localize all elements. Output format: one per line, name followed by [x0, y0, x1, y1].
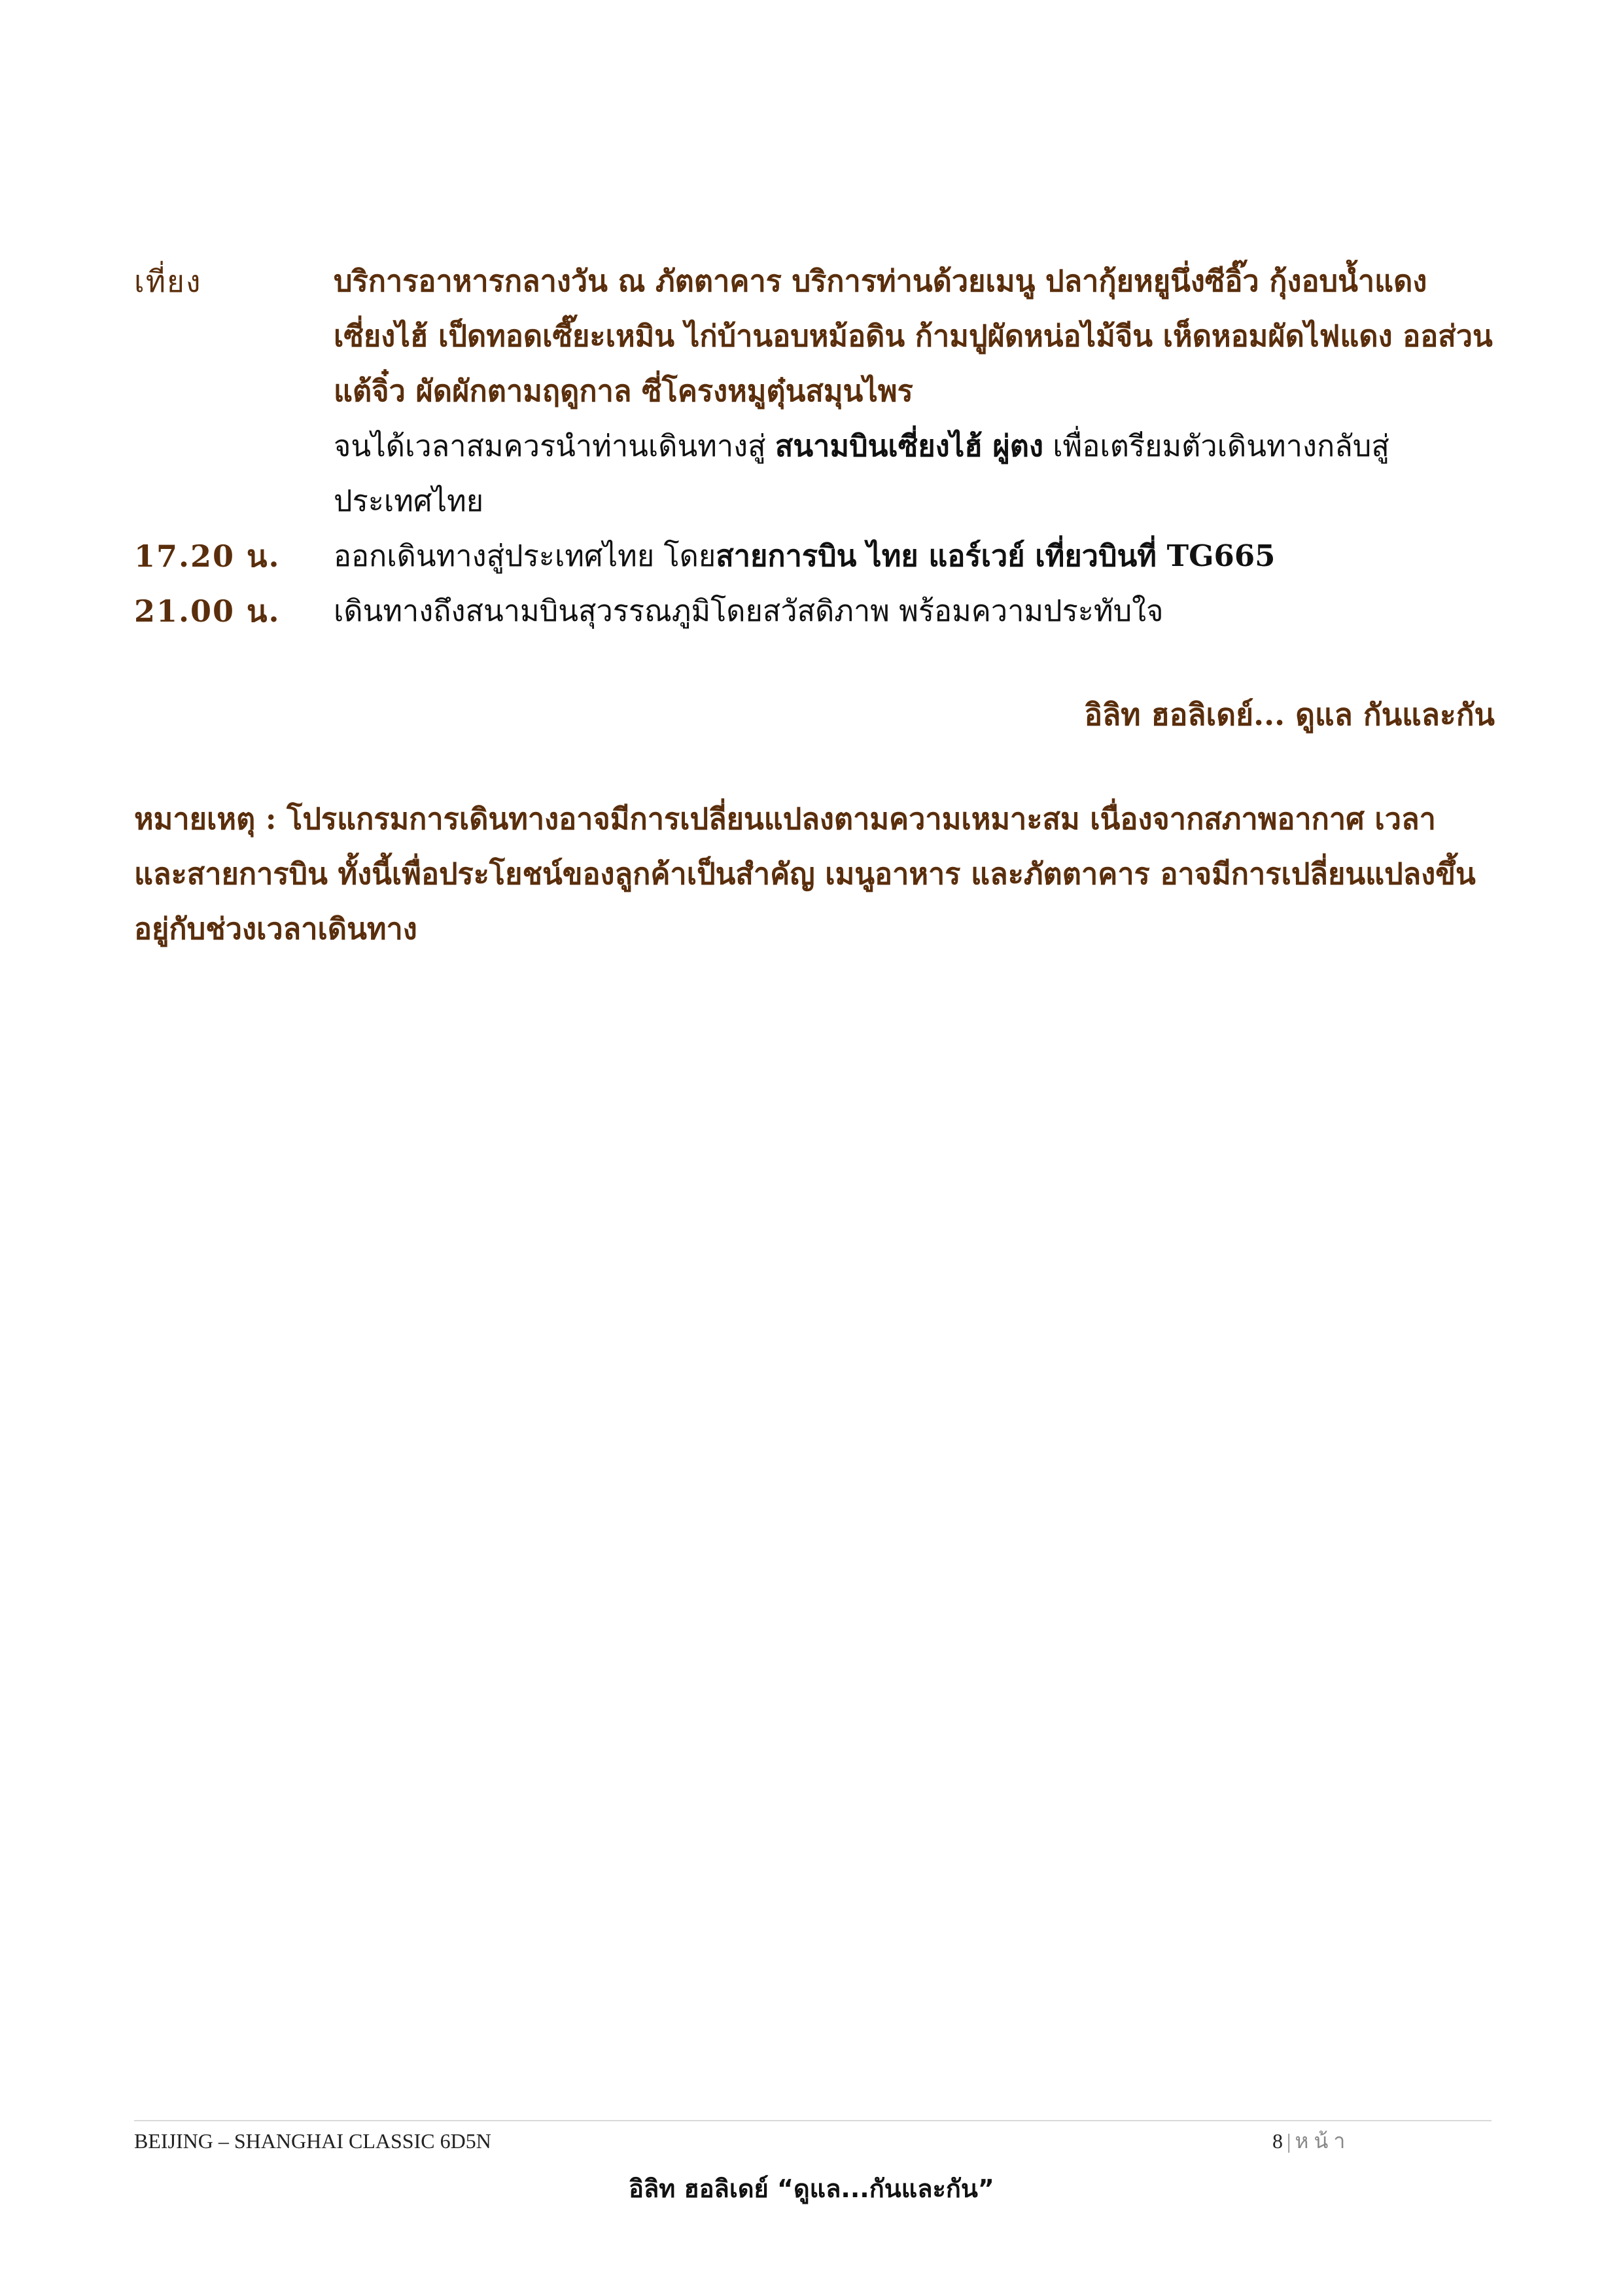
airport-name: สนามบินเซี่ยงไฮ้ ผู่ตง: [775, 429, 1043, 463]
footer-divider: [134, 2120, 1492, 2121]
transfer-suffix: เพื่อเตรียมตัวเดินทางกลับสู่ประเทศไทย: [334, 429, 1389, 518]
lunch-description: [334, 254, 1495, 529]
arrival-description: เดินทางถึงสนามบินสุวรรณภูมิโดยสวัสดิภาพ พร้อมความประทับใจ: [334, 593, 1164, 628]
flight-info: สายการบิน ไทย แอร์เวย์ เที่ยวบินที่ TG665: [716, 539, 1276, 573]
lunch-menu-text: บริการอาหารกลางวัน ณ ภัตตาคาร บริการท่านด้วยเมนู ปลากุ้ยหยูนึ่งซีอิ๊ว กุ้งอบน้ำแดงเซี่ยงไฮ้ เป็ดทอดเซี๊ยะเหมิน ไก่บ้านอบหม้อดิน ก้ามปูผัดหน่อไม้จีน เห็ดหอมผัดไฟแดง ออส่วนแต้จิ๋ว ผัดผักตามฤดูกาล ซี่โครงหมูตุ๋นสมุนไพร: [334, 264, 1493, 408]
airport-transfer-text: [334, 419, 1495, 529]
itinerary-row-lunch: [134, 254, 1495, 529]
time-label-lunch: เที่ยง: [134, 264, 202, 299]
departure-description: [334, 529, 1495, 584]
itinerary-row-departure: [134, 529, 1495, 584]
footer-company-tagline: อิลิท ฮอลิเดย์ “ดูแล...กันและกัน”: [629, 2174, 994, 2203]
footer-page-number: [1272, 2127, 1350, 2155]
itinerary-section: [134, 254, 1495, 639]
itinerary-row-arrival: [134, 584, 1495, 639]
time-label-departure: 17.20 น.: [134, 539, 281, 574]
page-word: หน้า: [1295, 2129, 1351, 2153]
time-label-arrival: 21.00 น.: [134, 593, 281, 629]
company-slogan: อิลิท ฮอลิเดย์... ดูแล กันและกัน: [1084, 697, 1495, 732]
footer-program-name: BEIJING – SHANGHAI CLASSIC 6D5N: [134, 2129, 491, 2153]
remark-note: หมายเหตุ : โปรแกรมการเดินทางอาจมีการเปลี่ยนแปลงตามความเหมาะสม เนื่องจากสภาพอากาศ เวลา และสายการบิน ทั้งนี้เพื่อประโยชน์ของลูกค้าเป็นสำคัญ เมนูอาหาร และภัตตาคาร อาจมีการเปลี่ยนแปลงขึ้นอยู่กับช่วงเวลาเดินทาง: [134, 802, 1476, 946]
transfer-prefix: จนได้เวลาสมควรนำท่านเดินทางสู่: [334, 429, 775, 463]
departure-text: ออกเดินทางสู่ประเทศไทย โดย: [334, 539, 716, 573]
page-separator: |: [1287, 2129, 1291, 2153]
page-number: 8: [1272, 2129, 1283, 2153]
